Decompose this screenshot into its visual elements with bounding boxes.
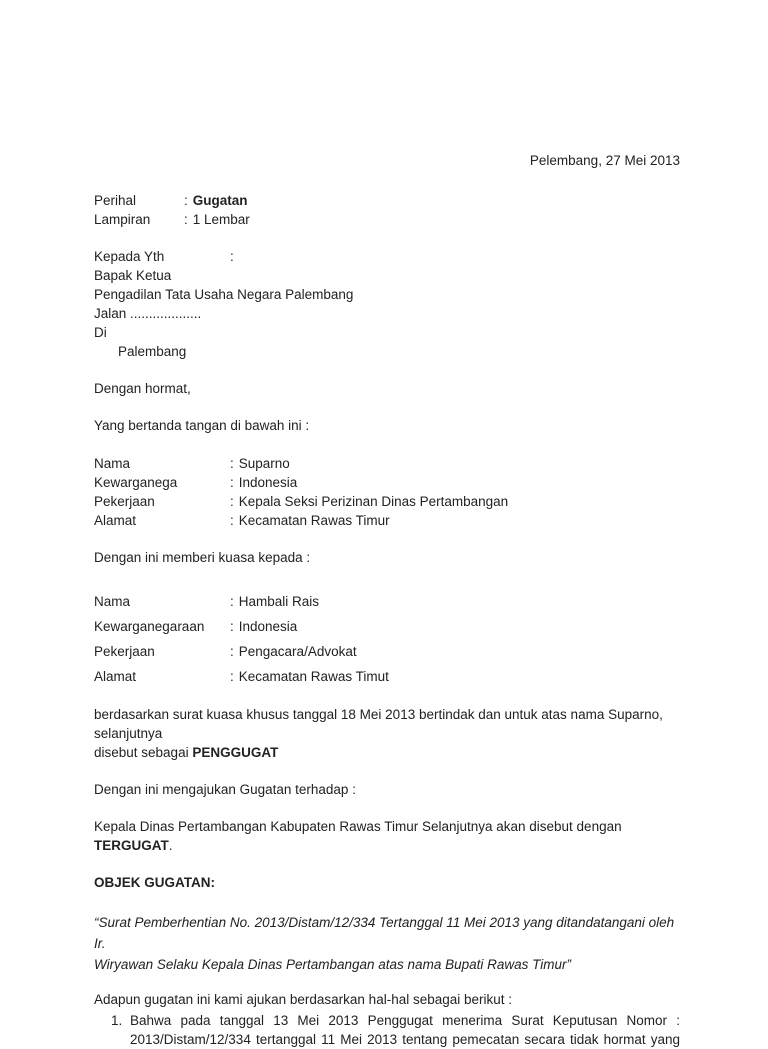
object-quote [94,912,680,975]
colon: : [230,669,234,684]
ground-line: Bahwa pada tanggal 13 Mei 2013 Penggugat menerima Surat Keputusan Nomor : [130,1013,680,1028]
principal-block [94,454,680,530]
ground-item [94,1011,680,1049]
signatory-intro: Yang bertanda tangan di bawah ini : [94,418,310,433]
principal-row [94,492,680,511]
lawsuit-intro: Dengan ini mengajukan Gugatan terhadap : [94,782,356,797]
recipient-line: Bapak Ketua [94,268,172,283]
attorney-row [94,589,680,614]
colon: : [230,456,234,471]
colon: : [230,249,234,264]
colon: : [230,513,234,528]
colon: : [230,644,234,659]
field-value-cell [230,664,389,689]
field-value: Indonesia [238,619,298,634]
field-value: Hambali Rais [238,594,320,609]
attachment-value-cell [184,210,250,229]
date-line: Pelembang, 27 Mei 2013 [529,153,680,168]
object-quote-line: “Surat Pemberhentian No. 2013/Distam/12/334 Tertanggal 11 Mei 2013 yang ditandatangani oleh Ir. [94,915,675,951]
field-label: Nama [94,456,131,471]
recipient-row [94,247,680,266]
defendant-pre: Kepala Dinas Pertambangan Kabupaten Rawas Timur Selanjutnya akan disebut dengan [94,819,622,834]
recipient-line: Jalan ................... [94,306,202,321]
principal-row [94,473,680,492]
field-value: Suparno [238,456,290,471]
field-value: Kecamatan Rawas Timut [238,669,389,684]
field-label: Pekerjaan [94,494,155,509]
defendant-post: . [168,838,173,853]
field-value: Kepala Seksi Perizinan Dinas Pertambangan [238,494,509,509]
attorney-row [94,639,680,664]
field-value-cell [230,589,319,614]
colon: : [230,475,234,490]
field-value-cell [230,614,297,639]
principal-row [94,454,680,473]
grounds-intro: Adapun gugatan ini kami ajukan berdasarkan hal-hal sebagai berikut : [94,992,513,1007]
letter-content [94,0,680,1049]
subject-row [94,191,680,210]
recipient-label: Kepada Yth [94,249,165,264]
field-value-cell [230,639,357,664]
recipient-block [94,247,680,361]
field-value: Pengacara/Advokat [238,644,357,659]
attachment-value: 1 Lembar [192,212,250,227]
colon: : [184,193,188,208]
attorney-block [94,589,680,689]
ground-number: 1. [111,1013,123,1028]
colon: : [230,494,234,509]
poa-line: berdasarkan surat kuasa khusus tanggal 18 Mei 2013 bertindak dan untuk atas nama Suparno, selanjutnya [94,707,663,741]
field-value-cell [230,492,508,511]
defendant-paragraph [94,817,680,855]
colon: : [230,594,234,609]
principal-row [94,511,680,530]
colon: : [184,212,188,227]
field-label: Alamat [94,513,137,528]
field-label: Pekerjaan [94,644,155,659]
poa-line2-pre: disebut sebagai [94,745,193,760]
field-value: Kecamatan Rawas Timur [238,513,390,528]
recipient-line: Di [94,325,107,340]
authorization-intro: Dengan ini memberi kuasa kepada : [94,550,311,565]
field-value-cell [230,473,297,492]
field-label: Alamat [94,669,137,684]
ground-text [130,1011,680,1049]
field-label: Nama [94,594,131,609]
recipient-line: Pengadilan Tata Usaha Negara Palembang [94,287,354,302]
subject-label: Perihal [94,193,137,208]
attorney-row [94,664,680,689]
attorney-row [94,614,680,639]
attachment-label: Lampiran [94,212,151,227]
defendant-term: TERGUGAT [94,838,169,853]
object-heading: OBJEK GUGATAN: [94,875,215,890]
salutation: Dengan hormat, [94,381,191,396]
field-label: Kewarganega [94,475,178,490]
field-value: Indonesia [238,475,298,490]
subject-value: Gugatan [192,193,248,208]
colon: : [230,619,234,634]
object-quote-line: Wiryawan Selaku Kepala Dinas Pertambangan atas nama Bupati Rawas Timur” [94,957,571,972]
poa-line [94,743,680,762]
plaintiff-term: PENGGUGAT [192,745,279,760]
subject-value-cell [184,191,248,210]
recipient-city: Palembang [118,344,187,359]
field-label: Kewarganegaraan [94,619,205,634]
attachment-row [94,210,680,229]
power-of-attorney-paragraph [94,705,680,762]
ground-line: 2013/Distam/12/334 tertanggal 11 Mei 2013 tentang pemecatan secara tidak hormat yang [130,1032,680,1047]
field-value-cell [230,511,390,530]
field-value-cell [230,454,290,473]
letter-meta [94,191,680,229]
